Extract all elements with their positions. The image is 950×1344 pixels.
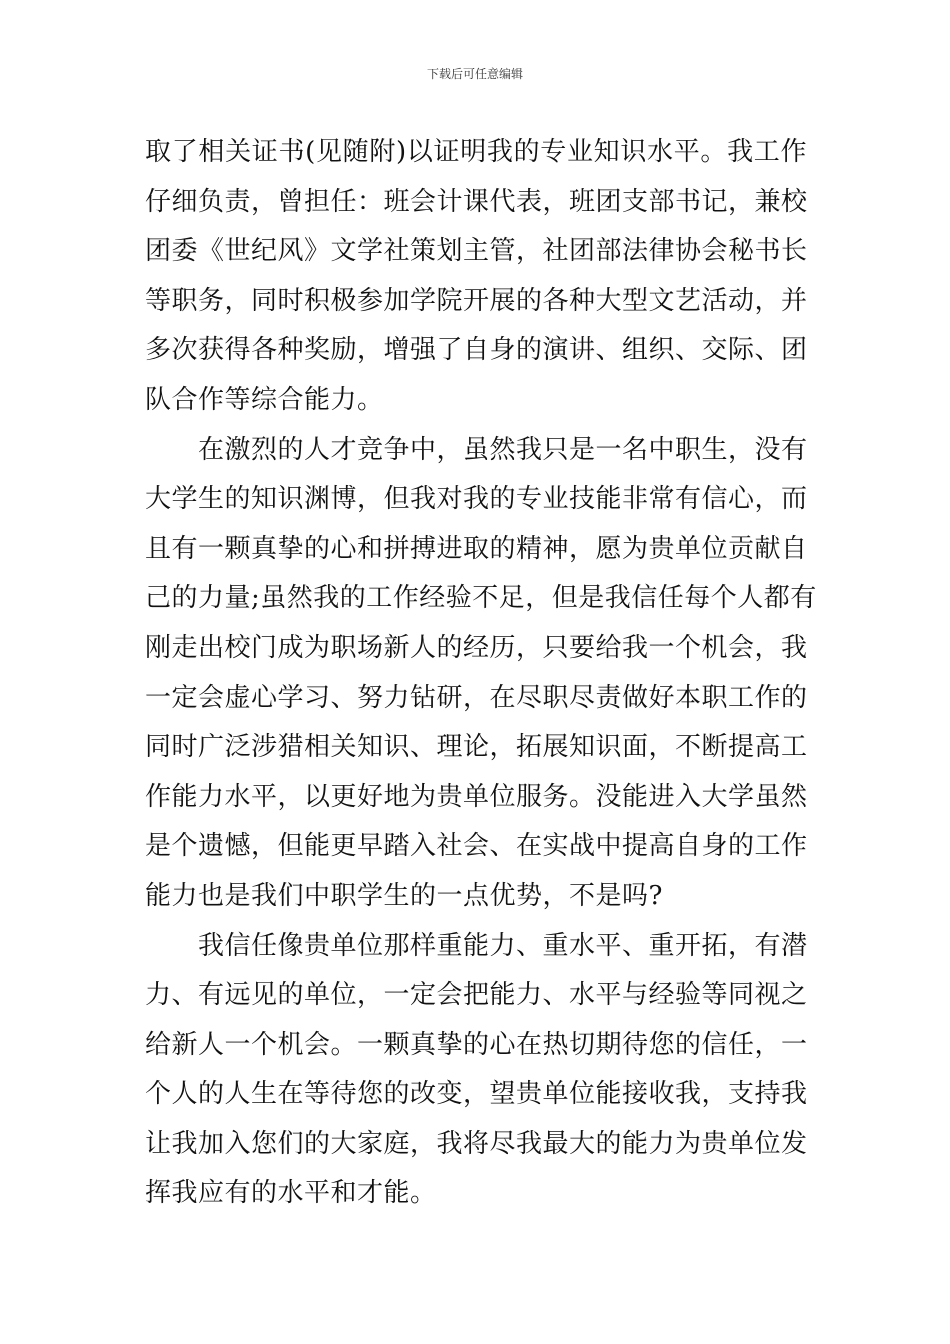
page-header: 下载后可任意编辑 bbox=[426, 67, 523, 81]
text-line: 我信任像贵单位那样重能力、重水平、重开拓，有潜 bbox=[198, 930, 808, 961]
paragraph bbox=[145, 426, 817, 922]
text-line: 是个遗憾，但能更早踏入社会、在实战中提高自身的工作 bbox=[145, 831, 808, 862]
text-line: 多次获得各种奖励，增强了自身的演讲、组织、交际、团 bbox=[145, 335, 808, 366]
text-line: 己的力量;虽然我的工作经验不足，但是我信任每个人都有 bbox=[145, 583, 817, 614]
text-line: 在激烈的人才竞争中，虽然我只是一名中职生，没有 bbox=[198, 434, 808, 465]
text-line: 且有一颗真挚的心和拼搏进取的精神，愿为贵单位贡献自 bbox=[145, 533, 808, 564]
text-line: 团委《世纪风》文学社策划主管，社团部法律协会秘书长 bbox=[145, 236, 808, 267]
text-line: 大学生的知识渊博，但我对我的专业技能非常有信心，而 bbox=[145, 484, 808, 515]
text-line: 能力也是我们中职学生的一点优势，不是吗? bbox=[145, 880, 663, 911]
text-line: 等职务，同时积极参加学院开展的各种大型文艺活动，并 bbox=[145, 285, 808, 316]
text-line: 让我加入您们的大家庭，我将尽我最大的能力为贵单位发 bbox=[145, 1128, 808, 1159]
document-body bbox=[145, 128, 817, 1219]
text-line: 力、有远见的单位，一定会把能力、水平与经验等同视之 bbox=[145, 980, 808, 1011]
text-line: 刚走出校门成为职场新人的经历，只要给我一个机会，我 bbox=[145, 632, 808, 663]
text-line: 作能力水平，以更好地为贵单位服务。没能进入大学虽然 bbox=[145, 781, 808, 812]
text-line: 给新人一个机会。一颗真挚的心在热切期待您的信任，一 bbox=[145, 1029, 808, 1060]
paragraph bbox=[145, 128, 807, 426]
text-line: 同时广泛涉猎相关知识、理论，拓展知识面，不断提高工 bbox=[145, 732, 808, 763]
text-line: 挥我应有的水平和才能。 bbox=[145, 1178, 437, 1209]
text-line: 取了相关证书(见随附)以证明我的专业知识水平。我工作 bbox=[145, 137, 807, 167]
text-line: 一定会虚心学习、努力钻研，在尽职尽责做好本职工作的 bbox=[145, 682, 808, 713]
text-line: 个人的人生在等待您的改变，望贵单位能接收我，支持我 bbox=[145, 1079, 808, 1110]
paragraph bbox=[145, 922, 807, 1220]
text-line: 队合作等综合能力。 bbox=[145, 384, 384, 415]
text-line: 仔细负责，曾担任：班会计课代表，班团支部书记，兼校 bbox=[145, 186, 808, 217]
